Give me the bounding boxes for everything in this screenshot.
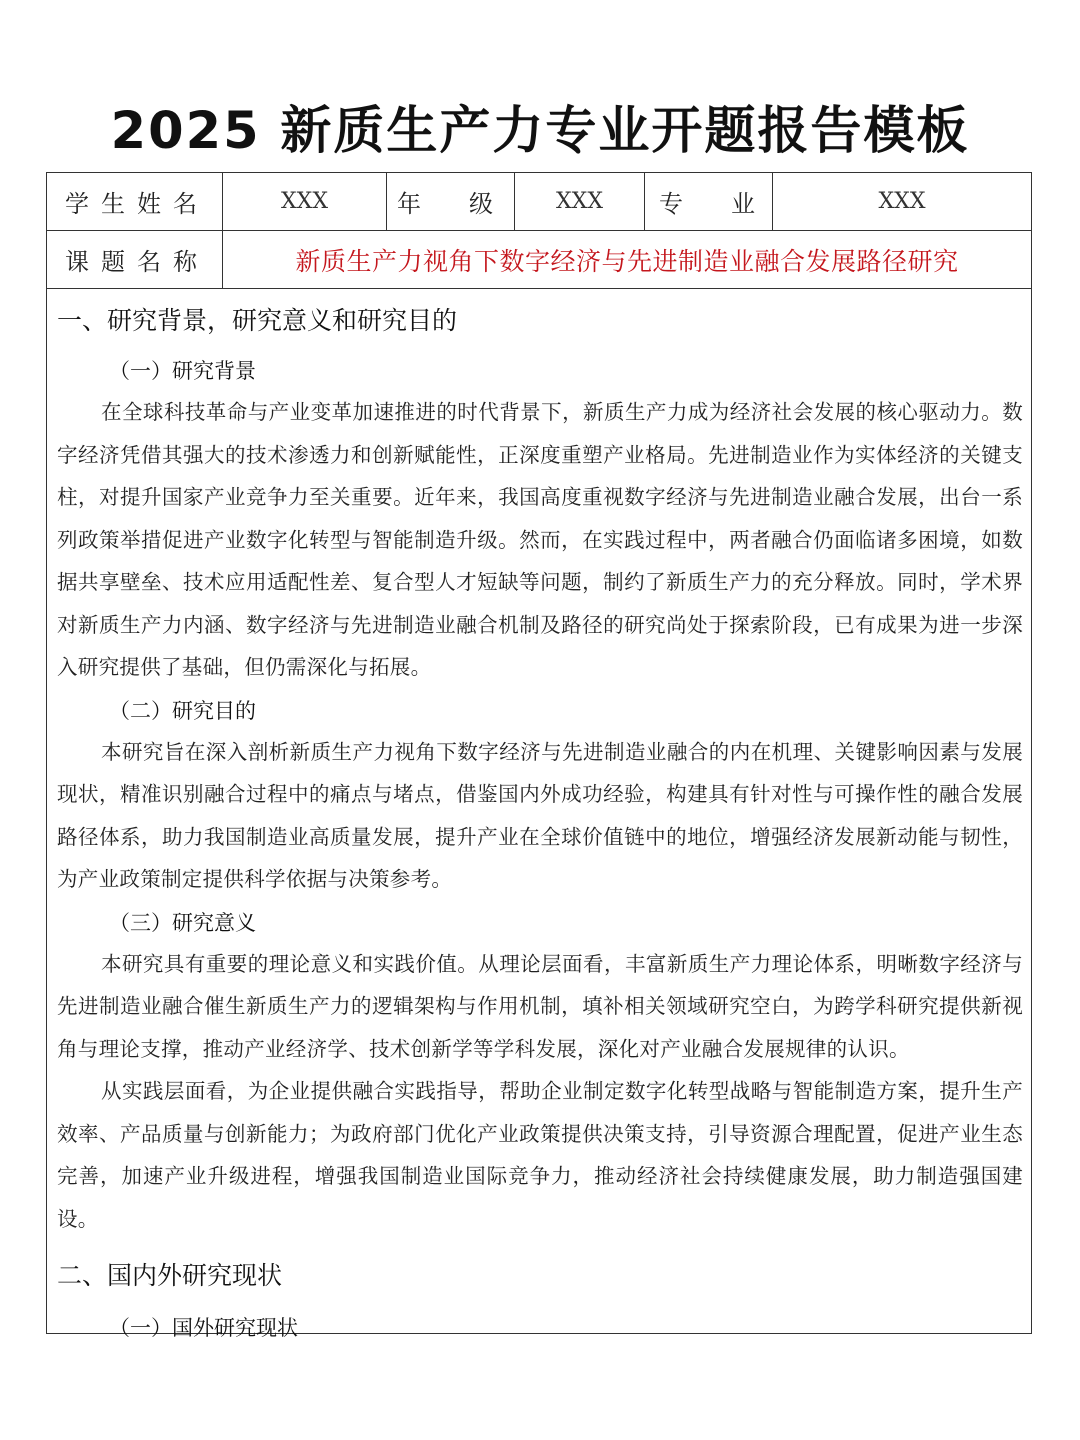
info-row-student [47,173,1031,231]
section-1-1-heading: （一）研究背景 [109,359,256,383]
section-1-3-paragraph-1: 本研究具有重要的理论意义和实践价值。从理论层面看，丰富新质生产力理论体系，明晰数字经济与先进制造业融合催生新质生产力的逻辑架构与作用机制，填补相关领域研究空白，为跨学科研究提供新视角与理论支撑，推动产业经济学、技术创新学等学科发展，深化对产业融合发展规律的认识。 [57,951,1023,1061]
info-row-topic [47,231,1031,289]
document-title: 2025 新质生产力专业开题报告模板 [110,102,970,161]
grade-label: 年 级 [387,173,515,230]
report-content [57,293,1023,1342]
section-1-2-paragraph: 本研究旨在深入剖析新质生产力视角下数字经济与先进制造业融合的内在机理、关键影响因素与发展现状，精准识别融合过程中的痛点与堵点，借鉴国内外成功经验，构建具有针对性与可操作性的融合发展路径体系，助力我国制造业高质量发展，提升产业在全球价值链中的地位，增强经济发展新动能与韧性，为产业政策制定提供科学依据与决策参考。 [57,739,1023,891]
section-1-heading: 一、研究背景，研究意义和研究目的 [57,306,458,335]
section-1-3-paragraph-2: 从实践层面看，为企业提供融合实践指导，帮助企业制定数字化转型战略与智能制造方案，提升生产效率、产品质量与创新能力；为政府部门优化产业政策提供决策支持，引导资源合理配置，促进产业生态完善，加速产业升级进程，增强我国制造业国际竞争力，推动经济社会持续健康发展，助力制造强国建设。 [57,1079,1023,1231]
section-1-1-paragraph: 在全球科技革命与产业变革加速推进的时代背景下，新质生产力成为经济社会发展的核心驱动力。数字经济凭借其强大的技术渗透力和创新赋能性，正深度重塑产业格局。先进制造业作为实体经济的关键支柱，对提升国家产业竞争力至关重要。近年来，我国高度重视数字经济与先进制造业融合发展，出台一系列政策举措促进产业数字化转型与智能制造升级。然而，在实践过程中，两者融合仍面临诸多困境，如数据共享壁垒、技术应用适配性差、复合型人才短缺等问题，制约了新质生产力的充分释放。同时，学术界对新质生产力内涵、数字经济与先进制造业融合机制及路径的研究尚处于探索阶段，已有成果为进一步深入研究提供了基础，但仍需深化与拓展。 [57,400,1023,679]
section-2-1-heading: （一）国外研究现状 [109,1316,298,1340]
section-2-heading: 二、国内外研究现状 [57,1261,283,1290]
major-value: XXX [878,189,926,214]
student-name-label: 学生姓名 [47,173,223,230]
topic-value: 新质生产力视角下数字经济与先进制造业融合发展路径研究 [295,246,959,276]
topic-label: 课题名称 [47,231,223,288]
grade-value: XXX [515,173,645,230]
report-table [46,172,1032,1340]
major-label: 专 业 [645,173,773,230]
section-1-2-heading: （二）研究目的 [109,698,256,723]
student-name-value: XXX [223,173,387,230]
section-1-3-heading: （三）研究意义 [109,910,256,935]
